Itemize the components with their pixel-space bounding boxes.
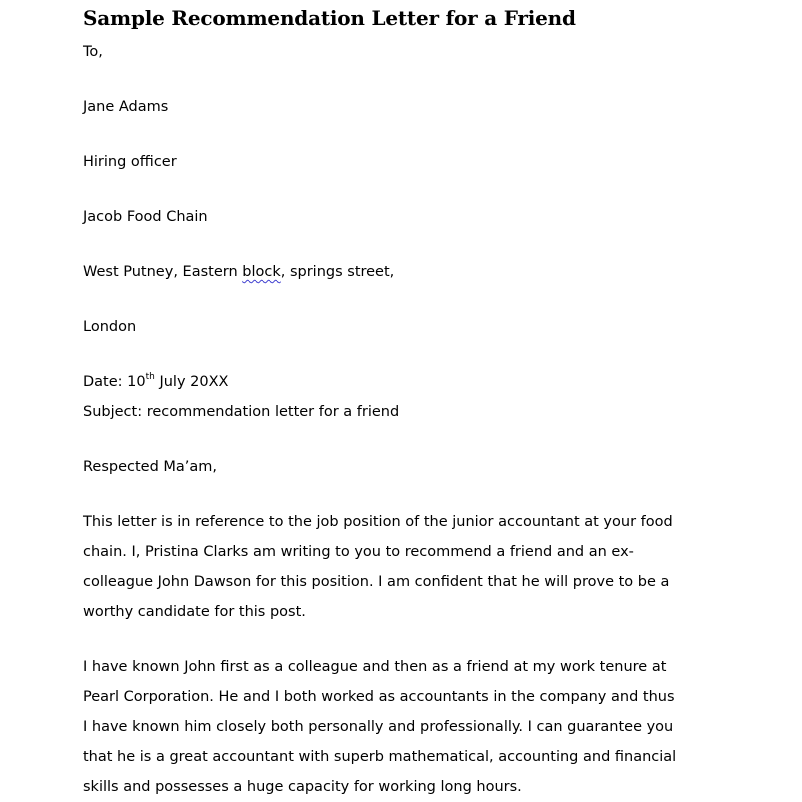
address-part-1: West Putney, Eastern	[83, 264, 243, 280]
paragraph-line: Pearl Corporation. He and I both worked as accountants in the company and thus	[83, 689, 675, 705]
company-name: Jacob Food Chain	[83, 209, 208, 225]
to-label: To,	[83, 44, 103, 60]
recipient-name: Jane Adams	[83, 99, 169, 115]
salutation: Respected Ma’am,	[83, 459, 218, 475]
spellcheck-word[interactable]: block	[242, 264, 281, 280]
paragraph-line: colleague John Dawson for this position. I am confident that he will prove to be a	[83, 574, 670, 590]
paragraph-line: I have known John first as a colleague and then as a friend at my work tenure at	[83, 659, 667, 675]
paragraph-line: This letter is in reference to the job position of the junior accountant at your food	[83, 514, 673, 530]
city-line: London	[83, 319, 137, 335]
paragraph-line: that he is a great accountant with superb mathematical, accounting and financial	[83, 749, 677, 765]
body-paragraph-1	[83, 507, 703, 627]
paragraph-line: chain. I, Pristina Clarks am writing to you to recommend a friend and an ex-	[83, 544, 634, 560]
letter-title: Sample Recommendation Letter for a Friend	[83, 6, 576, 30]
address-line	[83, 262, 394, 282]
paragraph-line: worthy candidate for this post.	[83, 604, 306, 620]
body-paragraph-2	[83, 652, 703, 802]
paragraph-line: skills and possesses a huge capacity for working long hours.	[83, 779, 522, 795]
date-line	[83, 372, 228, 392]
paragraph-line: I have known him closely both personally and professionally. I can guarantee you	[83, 719, 674, 735]
subject-line: Subject: recommendation letter for a friend	[83, 404, 400, 420]
date-prefix: Date: 10	[83, 374, 146, 390]
date-rest: July 20XX	[154, 374, 229, 390]
address-part-2: , springs street,	[280, 264, 395, 280]
recipient-title: Hiring officer	[83, 154, 177, 170]
date-ordinal-suffix: th	[145, 372, 155, 383]
